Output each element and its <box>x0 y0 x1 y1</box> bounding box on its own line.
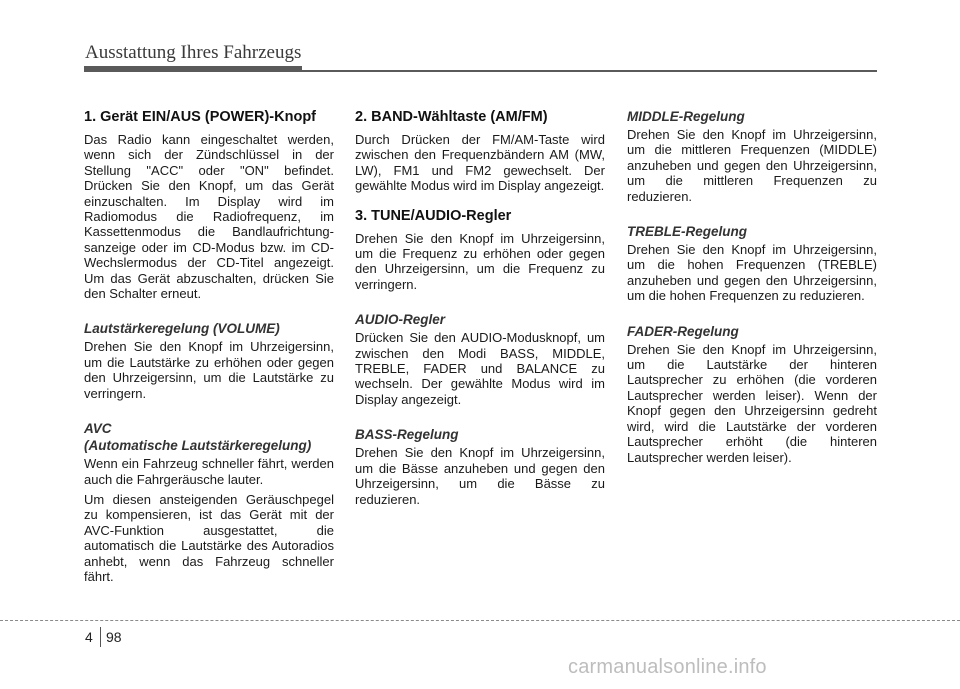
chapter-number: 4 <box>85 629 93 645</box>
paragraph-treble: Drehen Sie den Knopf im Uhrzeigersinn, um die hohen Frequenzen (TREBLE) anzuheben und gegen den Uhrzeigersinn, um die hohen Frequenzen zu reduzieren. <box>627 242 877 304</box>
paragraph-audio: Drücken Sie den AUDIO-Modusknopf, um zwischen den Modi BASS, MIDDLE, TREBLE, FADER und BALANCE zu wechseln. Der gewählte Modus wird im Display angezeigt. <box>355 330 605 407</box>
subheading-middle: MIDDLE-Regelung <box>627 109 745 124</box>
subheading-volume: Lautstärkeregelung (VOLUME) <box>84 321 280 337</box>
heading-power-knob: 1. Gerät EIN/AUS (POWER)-Knopf <box>84 109 317 125</box>
paragraph-volume: Drehen Sie den Knopf im Uhrzeigersinn, um die Lautstärke zu erhöhen oder gegen den Uhrzeigersinn, um die Lautstärke zu verringern. <box>84 339 334 401</box>
header-rule-thin <box>84 70 877 72</box>
watermark-text: carmanualsonline.info <box>568 656 767 678</box>
paragraph-bass: Drehen Sie den Knopf im Uhrzeigersinn, um die Bässe anzuheben und gegen den Uhrzeigersinn, um die Bässe zu reduzieren. <box>355 445 605 507</box>
subheading-treble: TREBLE-Regelung <box>627 224 747 240</box>
paragraph-band: Durch Drücken der FM/AM-Taste wird zwischen den Frequenzbändern AM (MW, LW), FM1 und FM2 gewechselt. Der gewählte Modus wird im Display angezeigt. <box>355 132 605 194</box>
heading-tune-audio: 3. TUNE/AUDIO-Regler <box>355 207 512 224</box>
page-number: 98 <box>106 629 122 645</box>
footer-divider <box>100 627 101 647</box>
paragraph-avc-2: Um diesen ansteigenden Geräuschpegel zu kompensieren, ist das Gerät mit der AVC-Funktion ausgestattet, die automatisch die Lautstärke des Autoradios anhebt, wenn das Fahrzeug schneller fährt. <box>84 491 334 584</box>
subheading-fader: FADER-Regelung <box>627 323 739 339</box>
column-2 <box>355 108 605 512</box>
paragraph-avc-1: Wenn ein Fahrzeug schneller fährt, werden auch die Fahrgeräusche lauter. <box>84 456 334 487</box>
paragraph-power: Das Radio kann eingeschaltet werden, wenn sich der Zündschlüssel in der Stellung "ACC" oder "ON" befindet. Drücken Sie den Knopf, um das Gerät einzuschalten. Im Display wird im Radiomodus die Radiofrequenz, im Kassettenmodus die Bandlaufrichtung-sanzeige oder im CD-Modus bzw. im CD-Wechslermodus der CD-Titel angezeigt. Um das Gerät abzuschalten, drücken Sie den Schalter erneut. <box>84 132 334 302</box>
footer-rule <box>0 620 960 621</box>
column-3 <box>627 108 877 470</box>
subheading-avc: AVC <box>84 421 112 437</box>
page-header-title: Ausstattung Ihres Fahrzeugs <box>85 42 302 63</box>
paragraph-tune: Drehen Sie den Knopf im Uhrzeigersinn, um die Frequenz zu erhöhen oder gegen den Uhrzeigersinn, um die Frequenz zu verringern. <box>355 230 605 292</box>
heading-band-button: 2. BAND-Wähltaste (AM/FM) <box>355 109 548 125</box>
subheading-avc-full: (Automatische Lautstärkeregelung) <box>84 438 312 454</box>
paragraph-fader: Drehen Sie den Knopf im Uhrzeigersinn, um die Lautstärke der hinteren Lautsprecher zu erhöhen (die vorderen Lautsprecher werden leiser). Wenn der Knopf gegen den Uhrzeigersinn gedreht wird, wird die Lautstärke der vorderen Lautsprecher erhöht (die hinteren Lautsprecher werden leiser). <box>627 341 877 465</box>
column-1 <box>84 108 334 589</box>
subheading-audio: AUDIO-Regler <box>355 312 446 328</box>
paragraph-middle: Drehen Sie den Knopf im Uhrzeigersinn, um die mittleren Frequenzen (MIDDLE) anzuheben und gegen den Uhrzeigersinn, um die mittleren Frequenzen zu reduzieren. <box>627 127 877 204</box>
subheading-bass: BASS-Regelung <box>355 427 459 443</box>
